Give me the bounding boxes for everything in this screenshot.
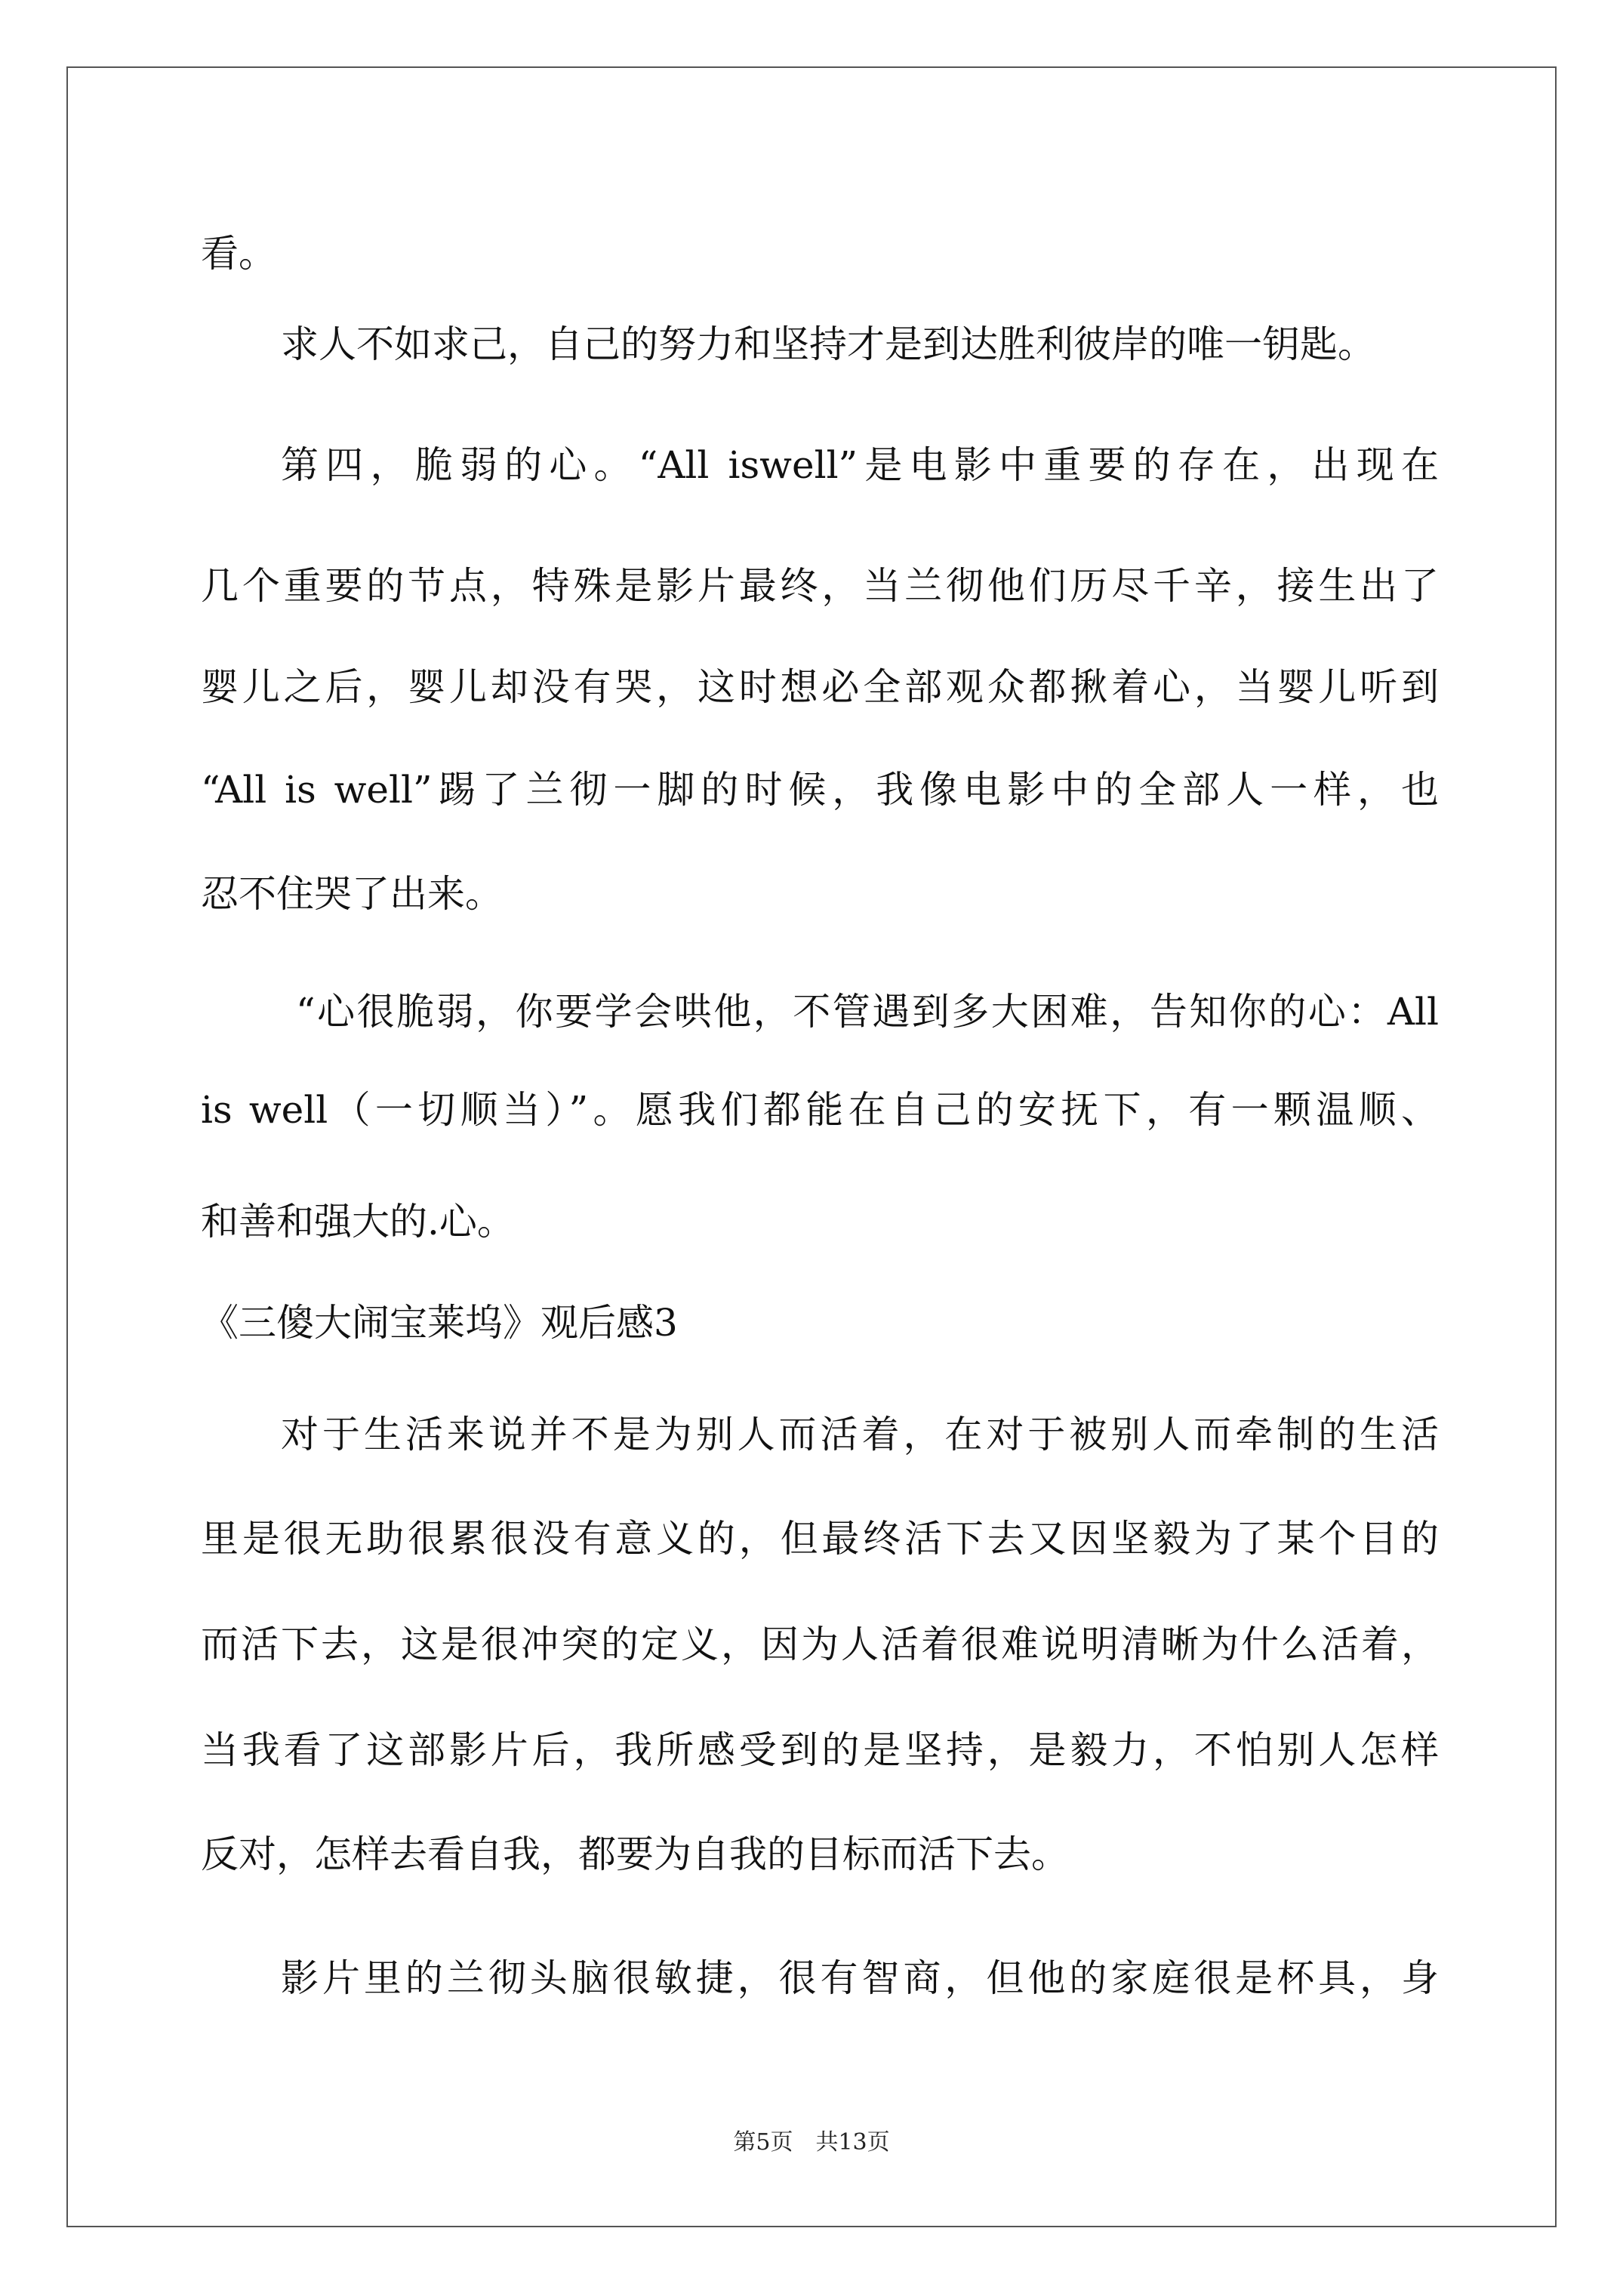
text-line: 里是很无助很累很没有意义的，但最终活下去又因坚毅为了某个目的 [201, 1517, 1439, 1561]
text-line: 当我看了这部影片后，我所感受到的是坚持，是毅力，不怕别人怎样 [201, 1728, 1439, 1772]
text-line: 婴儿之后，婴儿却没有哭，这时想必全部观众都揪着心，当婴儿听到 [201, 665, 1439, 709]
text-line: 反对，怎样去看自我，都要为自我的目标而活下去。 [201, 1832, 1069, 1876]
text-line: is well（一切顺当）”。愿我们都能在自己的安抚下，有一颗温顺、 [201, 1088, 1439, 1132]
text-line: 和善和强大的.心。 [201, 1200, 515, 1244]
page-number-footer: 第5页 共13页 [733, 2129, 890, 2156]
text-line: 第四，脆弱的心。“All iswell”是电影中重要的存在，出现在 [281, 443, 1439, 487]
text-line: 对于生活来说并不是为别人而活着，在对于被别人而牵制的生活 [281, 1413, 1439, 1456]
text-line: 忍不住哭了出来。 [201, 872, 503, 916]
text-line: “All is well”踢了兰彻一脚的时候，我像电影中的全部人一样，也 [201, 768, 1439, 812]
text-line: “心很脆弱，你要学会哄他，不管遇到多大困难，告知你的心：All [296, 990, 1439, 1034]
text-line: 几个重要的节点，特殊是影片最终，当兰彻他们历尽千辛，接生出了 [201, 564, 1439, 608]
text-line: 而活下去，这是很冲突的定义，因为人活着很难说明清晰为什么活着， [201, 1623, 1439, 1666]
page-border [66, 66, 1557, 2227]
section-heading: 《三傻大闹宝莱坞》观后感3 [201, 1301, 678, 1345]
text-line: 影片里的兰彻头脑很敏捷，很有智商，但他的家庭很是杯具，身 [281, 1956, 1439, 2000]
text-line: 求人不如求己，自己的努力和坚持才是到达胜利彼岸的唯一钥匙。 [281, 322, 1375, 366]
text-line: 看。 [201, 232, 276, 276]
